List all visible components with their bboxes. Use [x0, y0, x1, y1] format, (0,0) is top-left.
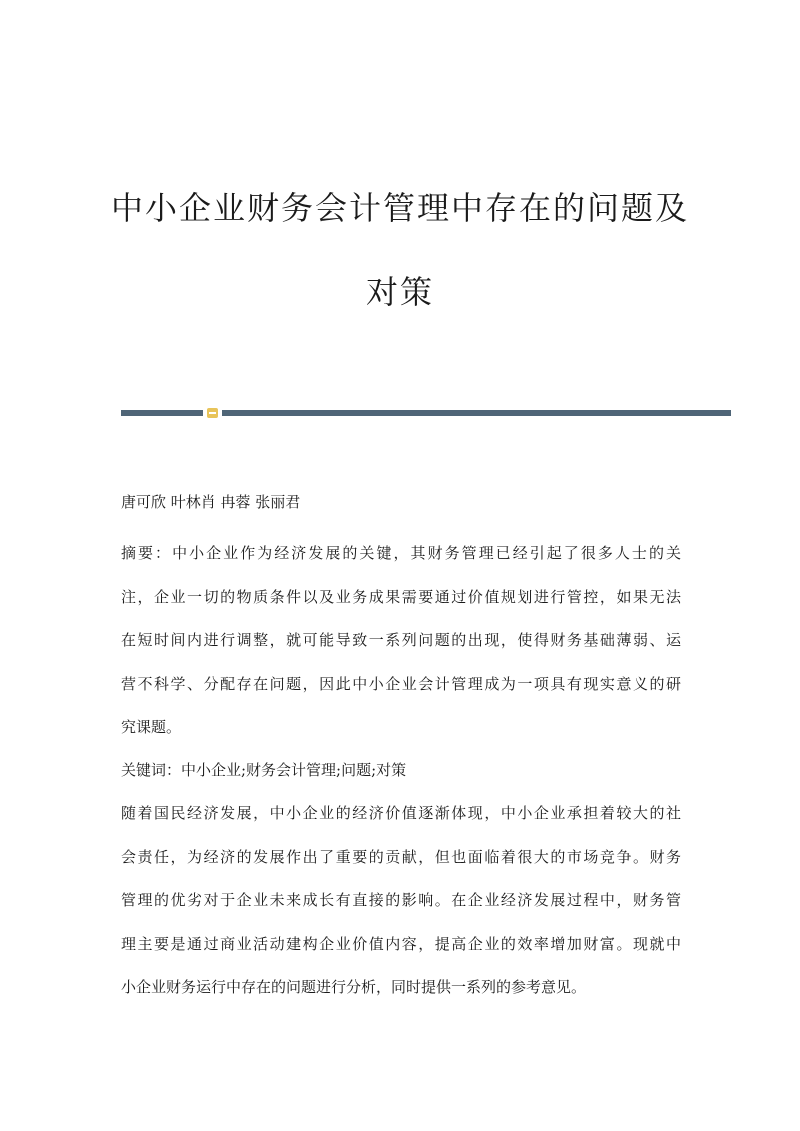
keywords-line: 关键词：中小企业;财务会计管理;问题;对策	[121, 761, 407, 779]
abstract-line: 究课题。	[121, 718, 182, 736]
abstract-line: 摘要：中小企业作为经济发展的关键，其财务管理已经引起了很多人士的关	[121, 544, 681, 562]
intro-line: 小企业财务运行中存在的问题进行分析，同时提供一系列的参考意见。	[121, 978, 587, 996]
abstract-line: 注，企业一切的物质条件以及业务成果需要通过价值规划进行管控，如果无法	[121, 587, 681, 606]
title-divider	[121, 408, 731, 416]
document-title-line-2: 对策	[365, 273, 434, 311]
abstract-line: 在短时间内进行调整，就可能导致一系列问题的出现，使得财务基础薄弱、运	[121, 631, 681, 649]
intro-line: 随着国民经济发展，中小企业的经济价值逐渐体现，中小企业承担着较大的社	[121, 804, 681, 822]
intro-paragraph	[121, 806, 681, 1024]
intro-line: 理主要是通过商业活动建构企业价值内容，提高企业的效率增加财富。现就中	[121, 934, 681, 953]
intro-line: 管理的优劣对于企业未来成长有直接的影响。在企业经济发展过程中，财务管	[121, 891, 681, 909]
abstract-line: 营不科学、分配存在问题，因此中小企业会计管理成为一项具有现实意义的研	[121, 674, 681, 693]
intro-line: 会责任，为经济的发展作出了重要的贡献，但也面临着很大的市场竞争。财务	[121, 847, 681, 866]
document-title-line-1: 中小企业财务会计管理中存在的问题及	[110, 189, 689, 227]
authors-line: 唐可欣 叶林肖 冉蓉 张丽君	[121, 493, 301, 511]
divider-bar-right	[222, 410, 731, 416]
divider-ornament-icon	[207, 408, 218, 418]
abstract-paragraph	[121, 546, 681, 764]
divider-bar-left	[121, 410, 203, 416]
